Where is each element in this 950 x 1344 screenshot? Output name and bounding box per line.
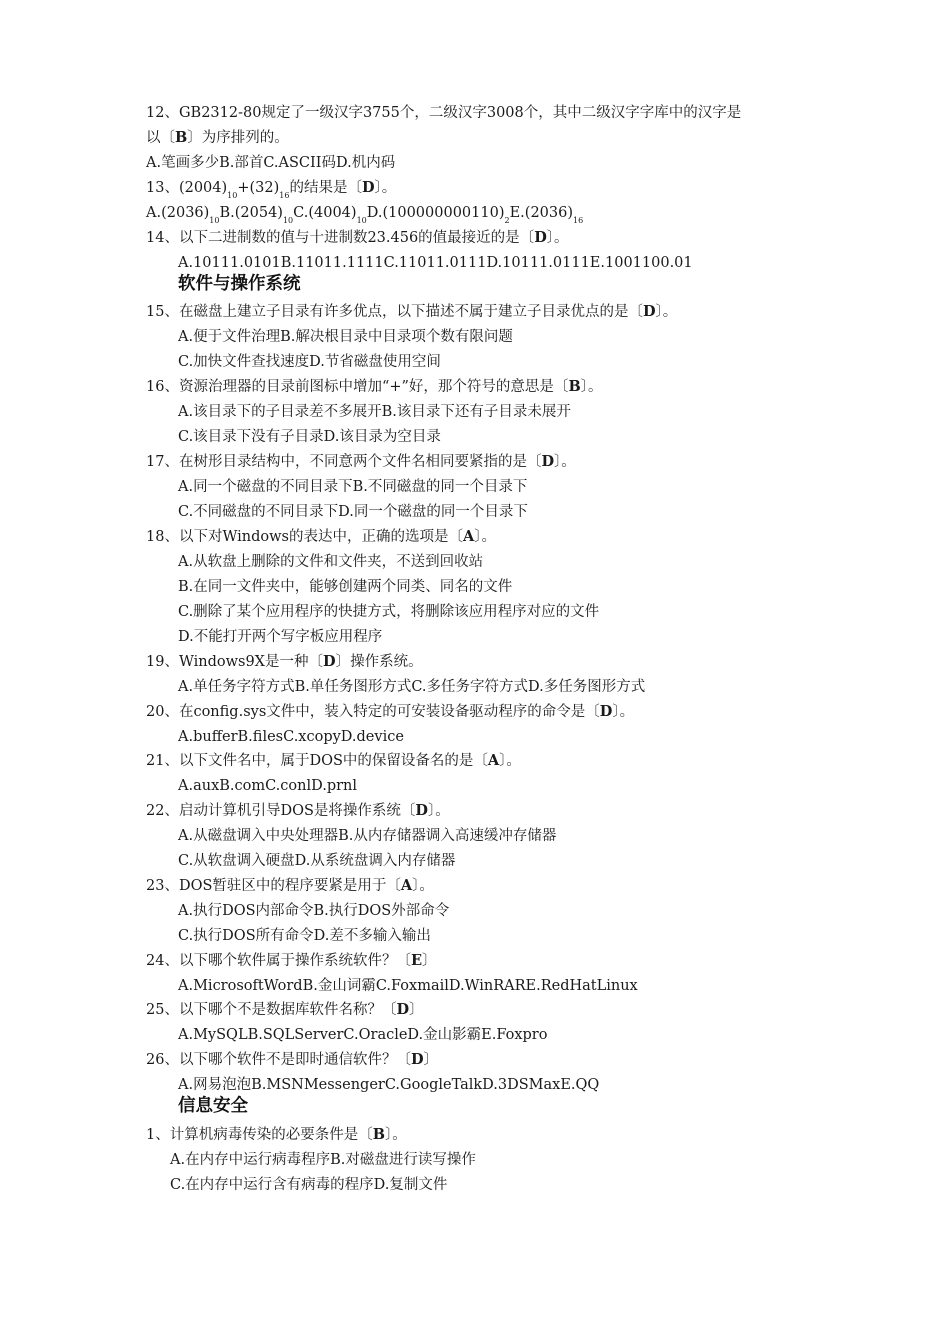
question-21: 21、以下文件名中，属于DOS中的保留设备名的是〔A〕。 — [146, 752, 521, 769]
option-21-1: A.auxB.comC.conlD.prnl — [178, 778, 358, 794]
answer-16: B — [568, 378, 581, 395]
option-17-1: A.同一个磁盘的不同目录下B.不同磁盘的同一个目录下 — [178, 479, 528, 495]
option-22-2: C.从软盘调入硬盘D.从系统盘调入内存储器 — [178, 853, 456, 869]
answer-13: D — [361, 179, 375, 196]
answer-18: A — [462, 528, 475, 545]
answer-26: D — [410, 1051, 424, 1068]
option-18-2: B.在同一文件夹中，能够创建两个同类、同名的文件 — [178, 579, 513, 595]
security-option-1-2: C.在内存中运行含有病毒的程序D.复制文件 — [170, 1177, 448, 1193]
question-12 — [146, 103, 741, 123]
question-18: 18、以下对Windows的表达中，正确的选项是〔A〕。 — [146, 528, 496, 545]
question-17: 17、在树形目录结构中，不同意两个文件名相同要紧指的是〔D〕。 — [146, 453, 576, 470]
option-15-1: A.便于文件治理B.解决根目录中目录项个数有限问题 — [178, 329, 513, 345]
option-24-1: A.MicrosoftWordB.金山词霸C.FoxmailD.WinRARE.RedHatLinux — [178, 978, 638, 994]
option-16-1: A.该目录下的子目录差不多展开B.该目录下还有子目录未展开 — [178, 404, 571, 420]
question-13: 13、$(2004)_{10}+(32)_{16}$的结果是〔D〕。 — [146, 179, 397, 200]
question-22: 22、启动计算机引导DOS是将操作系统〔D〕。 — [146, 802, 450, 819]
answer-12: B — [175, 129, 188, 146]
security-question-1: 1、计算机病毒传染的必要条件是〔B〕。 — [146, 1126, 407, 1143]
section-heading-software: 软件与操作系统 — [178, 274, 301, 294]
option-18-3: C.删除了某个应用程序的快捷方式，将删除该应用程序对应的文件 — [178, 604, 600, 620]
section-heading-security: 信息安全 — [178, 1096, 248, 1116]
answer-22: D — [415, 802, 428, 819]
answer-25: D — [396, 1001, 410, 1018]
answer-20: D — [599, 703, 613, 720]
question-12-text: 12、GB2312-80规定了一级汉字3755个，二级汉字3008个，其中二级汉字字库中的汉字是 — [146, 105, 742, 121]
question-15: 15、在磁盘上建立子目录有许多优点，以下描述不属于建立子目录优点的是〔D〕。 — [146, 303, 678, 320]
option-23-2: C.执行DOS所有命令D.差不多输入输出 — [178, 928, 431, 944]
question-12-cont: 以〔B〕为序排列的。 — [146, 129, 289, 146]
answer-15: D — [642, 303, 656, 320]
answer-17: D — [541, 453, 555, 470]
security-answer-1: B — [372, 1126, 385, 1143]
question-20: 20、在config.sys文件中，装入特定的可安装设备驱动程序的命令是〔D〕。 — [146, 703, 635, 720]
option-17-2: C.不同磁盘的不同目录下D.同一个磁盘的同一个目录下 — [178, 504, 528, 520]
option-20-1: A.bufferB.filesC.xcopyD.device — [178, 729, 404, 745]
option-23-1: A.执行DOS内部命令B.执行DOS外部命令 — [178, 903, 450, 919]
question-25: 25、以下哪个不是数据库软件名称？〔D〕 — [146, 1001, 424, 1018]
answer-23: A — [400, 877, 413, 894]
option-25-1: A.MySQLB.SQLServerC.OracleD.金山影霸E.Foxpro — [178, 1027, 548, 1043]
answer-21: A — [487, 752, 500, 769]
option-26-1: A.网易泡泡B.MSNMessengerC.GoogleTalkD.3DSMaxE.QQ — [178, 1077, 600, 1093]
question-14: 14、以下二进制数的值与十进制数23.456的值最接近的是〔D〕。 — [146, 229, 569, 246]
options-12: A.笔画多少B.部首C.ASCII码D.机内码 — [146, 155, 396, 171]
question-24: 24、以下哪个软件属于操作系统软件？〔E〕 — [146, 952, 437, 969]
question-26: 26、以下哪个软件不是即时通信软件？〔D〕 — [146, 1051, 439, 1068]
question-16: 16、资源治理器的目录前图标中增加“+”好，那个符号的意思是〔B〕。 — [146, 378, 603, 395]
option-15-2: C.加快文件查找速度D.节省磁盘使用空间 — [178, 354, 441, 370]
answer-14: D — [534, 229, 547, 246]
answer-19: D — [323, 653, 336, 670]
option-18-4: D.不能打开两个写字板应用程序 — [178, 629, 383, 645]
option-22-1: A.从磁盘调入中央处理器B.从内存储器调入高速缓冲存储器 — [178, 828, 557, 844]
security-option-1-1: A.在内存中运行病毒程序B.对磁盘进行读写操作 — [170, 1152, 476, 1168]
question-19: 19、Windows9X是一种〔D〕操作系统。 — [146, 653, 423, 670]
question-23: 23、DOS暂驻区中的程序要紧是用于〔A〕。 — [146, 877, 434, 894]
options-14: A.10111.0101B.11011.1111C.11011.0111D.10111.0111E.1001100.01 — [178, 255, 693, 271]
options-13: $A.(2036)_{10}B.(2054)_{10}C.(4004)_{10}D.(100000000110)_2E.(2036)_{16}$ — [146, 205, 584, 225]
option-18-1: A.从软盘上删除的文件和文件夹，不送到回收站 — [178, 554, 484, 570]
option-19-1: A.单任务字符方式B.单任务图形方式C.多任务字符方式D.多任务图形方式 — [178, 679, 646, 695]
answer-24: E — [410, 952, 423, 969]
option-16-2: C.该目录下没有子目录D.该目录为空目录 — [178, 429, 441, 445]
